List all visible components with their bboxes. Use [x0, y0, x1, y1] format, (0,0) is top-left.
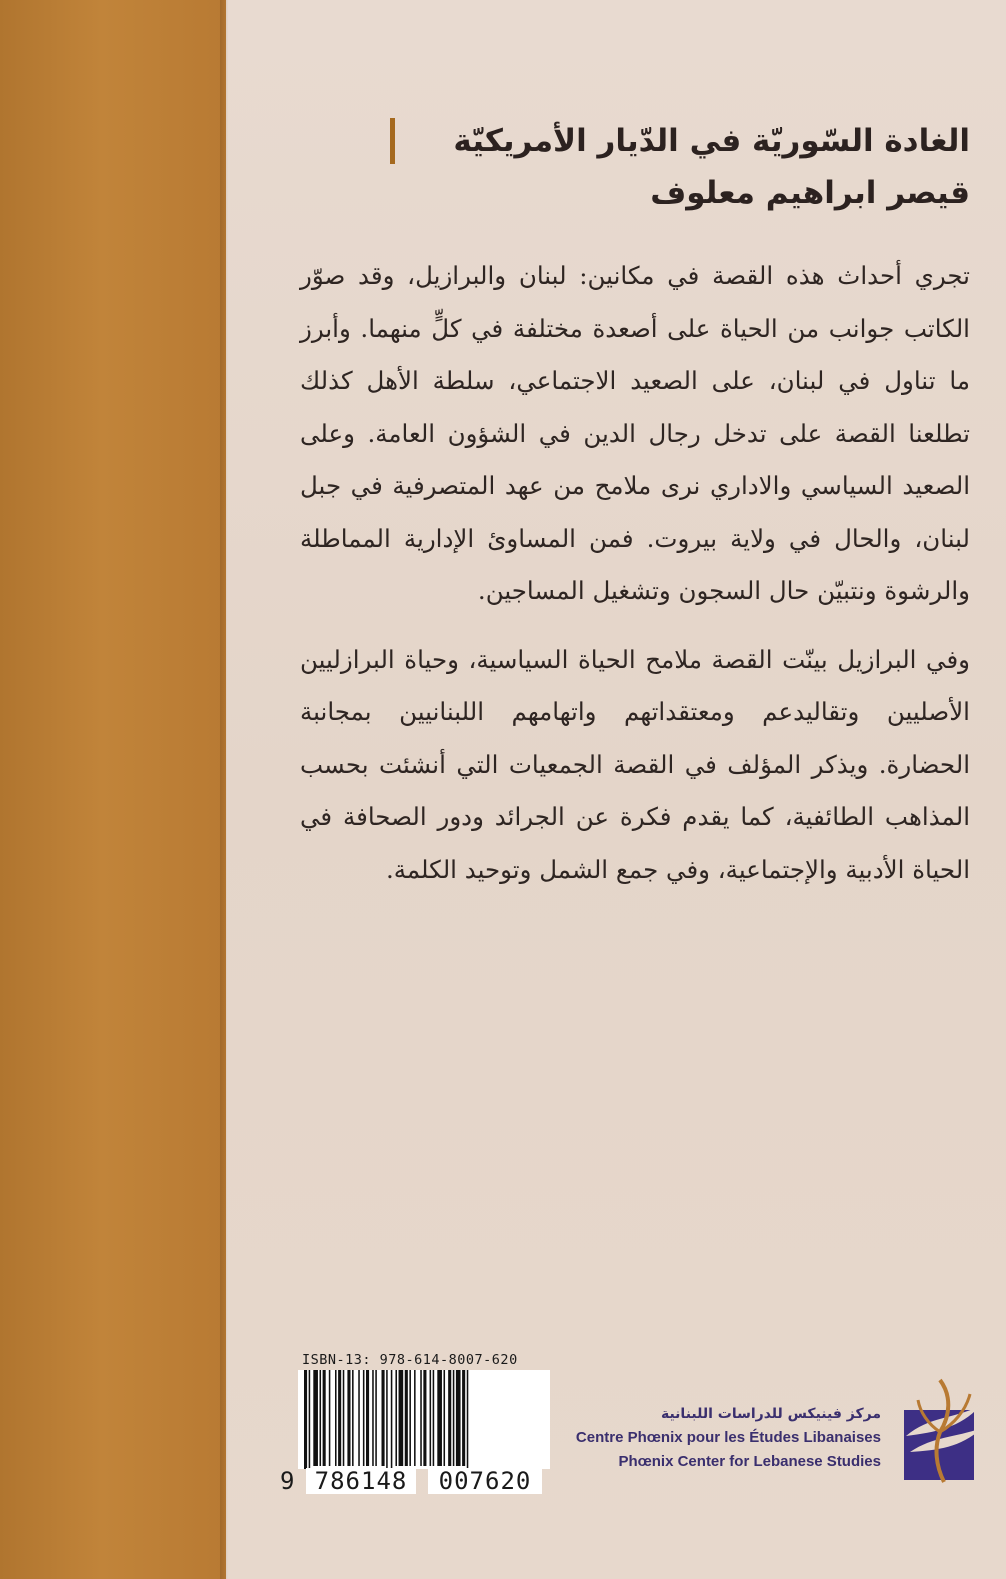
book-author: قيصر ابراهيم معلوف — [650, 175, 970, 211]
blurb-paragraph-1: تجري أحداث هذه القصة في مكانين: لبنان والبرازيل، وقد صوّر الكاتب جوانب من الحياة على أصعدة مختلفة في كلٍّ منهما. وأبرز ما تناول في لبنان، على الصعيد الاجتماعي، سلطة الأهل كذلك تطلعنا القصة على تدخل رجال الدين في الشؤون العامة. وعلى الصعيد السياسي والاداري نرى ملامح من عهد المتصرفية في جبل لبنان، والحال في ولاية بيروت. فمن المساوئ الإدارية المماطلة والرشوة ونتبيّن حال السجون وتشغيل المساجين. — [300, 261, 970, 605]
title-block — [390, 112, 970, 216]
barcode-bar — [444, 1370, 446, 1466]
barcode-bar — [462, 1370, 465, 1466]
barcode-bar — [313, 1370, 318, 1466]
barcode-bar — [414, 1370, 416, 1466]
barcode-bar — [453, 1370, 455, 1466]
publisher-name-english: Phœnix Center for Lebanese Studies — [618, 1453, 881, 1470]
barcode-bar — [405, 1370, 408, 1466]
barcode-bar — [420, 1370, 422, 1466]
barcode-bar — [433, 1370, 435, 1466]
barcode-bar — [386, 1370, 388, 1469]
barcode-bar — [448, 1370, 451, 1466]
barcode-bar — [352, 1370, 354, 1466]
barcode-bar — [456, 1370, 461, 1466]
barcode-bar — [382, 1370, 385, 1466]
isbn-label: ISBN-13: 978-614-8007-620 — [302, 1352, 518, 1368]
barcode-bar — [347, 1370, 350, 1466]
barcode-bar — [391, 1370, 393, 1469]
barcode-bar — [430, 1370, 432, 1466]
spine-edge-shadow — [220, 0, 228, 1579]
cover-spine — [0, 0, 226, 1579]
barcode-bar — [395, 1370, 397, 1466]
barcode-bar — [329, 1370, 331, 1466]
barcode-bar — [375, 1370, 377, 1466]
barcode-bar — [437, 1370, 442, 1466]
book-title: الغادة السّوريّة في الدّيار الأمريكيّة — [453, 123, 970, 159]
barcode — [298, 1370, 550, 1469]
barcode-bar — [309, 1370, 311, 1469]
barcode-bar — [409, 1370, 411, 1466]
barcode-bar — [372, 1370, 374, 1466]
publisher-name-french: Centre Phœnix pour les Études Libanaises — [575, 1429, 881, 1446]
barcode-bar — [320, 1370, 322, 1466]
barcode-bar — [338, 1370, 341, 1466]
blurb-paragraph-2: وفي البرازيل بينّت القصة ملامح الحياة السياسية، وحياة البرازليين الأصليين وتقاليدعم ومعتقداتهم واتهامهم اللبنانيين بمجانبة الحضارة. ويذكر المؤلف في القصة الجمعيات التي أنشئت بحسب المذاهب الطائفية، كما يقدم فكرة عن الجرائد ودور الصحافة في الحياة الأدبية والإجتماعية، وفي جمع الشمل وتوحيد الكلمة. — [300, 644, 970, 884]
barcode-bar — [343, 1370, 345, 1466]
publisher-name-arabic: مركز فينيكس للدراسات اللبنانية — [660, 1406, 881, 1422]
phoenix-logo-icon — [900, 1376, 984, 1484]
barcode-bar — [358, 1370, 360, 1466]
barcode-bar — [323, 1370, 326, 1466]
title-accent-bar — [390, 118, 395, 164]
blurb-text — [300, 250, 970, 912]
barcode-bar — [304, 1370, 307, 1469]
barcode-bar — [366, 1370, 369, 1466]
barcode-bar — [363, 1370, 365, 1466]
barcode-bar — [423, 1370, 426, 1466]
barcode-bars — [298, 1370, 550, 1469]
publisher-block — [521, 1402, 881, 1474]
barcode-bar — [399, 1370, 404, 1466]
barcode-first-digit: 9 — [280, 1467, 295, 1495]
barcode-bar — [467, 1370, 469, 1469]
barcode-bar — [335, 1370, 337, 1466]
barcode-digits-left: 786148 — [306, 1468, 416, 1494]
barcode-digits-right: 007620 — [428, 1468, 542, 1494]
